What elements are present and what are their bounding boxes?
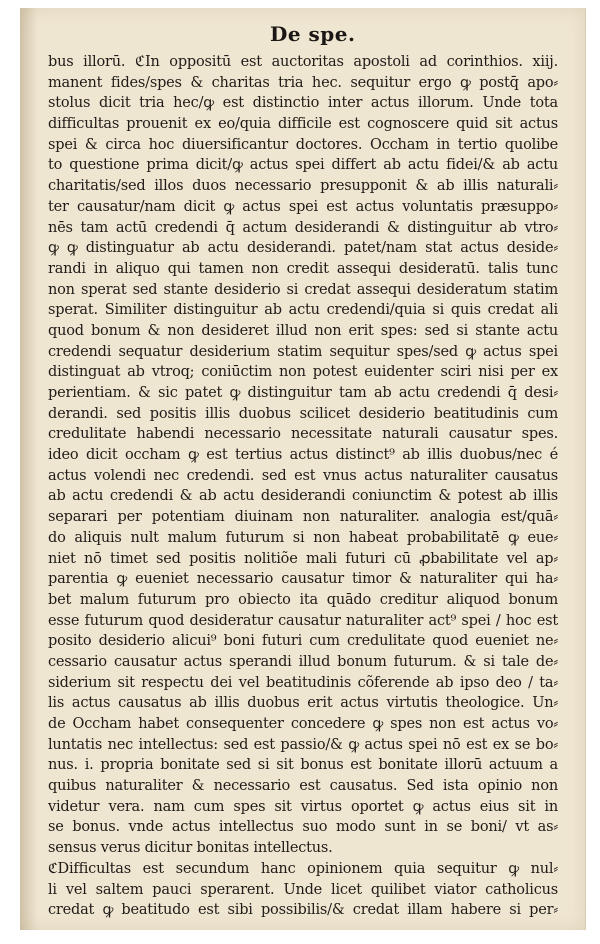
text-line: cessario causatur actus sperandi illud bonum futurum. & si tale de⸗ xyxy=(48,653,558,670)
text-line: non sperat sed stante desiderio si credat assequi desideratum statim xyxy=(48,281,558,298)
text-line: manent fides/spes & charitas tria hec. sequitur ergo ꝙ postq̄ apo⸗ xyxy=(48,74,558,91)
text-block xyxy=(48,52,558,921)
text-line: sensus verus dicitur bonitas intellectus. xyxy=(48,840,333,857)
text-line: esse futurum quod desideratur causatur naturaliter act⁹ spei / hoc est xyxy=(48,612,558,629)
text-line: charitatis/sed illos duos necessario presupponit & ab illis naturali⸗ xyxy=(48,178,558,195)
text-line: stolus dicit tria hec/ꝙ est distinctio inter actus illorum. Unde tota xyxy=(48,95,558,112)
text-line: credat ꝙ beatitudo est sibi possibilis/& credat illam habere si per⸗ xyxy=(48,902,558,919)
text-line: distinguat ab vtroq; coniūctim non potest euidenter sciri nisi per ex xyxy=(48,364,558,381)
text-line: ideo dicit occham ꝙ est tertius actus distinct⁹ ab illis duobus/nec é xyxy=(48,447,558,464)
text-line: se bonus. vnde actus intellectus suo modo sunt in se boni/ vt as⸗ xyxy=(48,819,558,836)
text-line: bet malum futurum pro obiecto ita quādo creditur aliquod bonum xyxy=(48,591,558,608)
text-line: spei & circa hoc diuersificantur doctores. Occham in tertio quolibe xyxy=(48,136,558,153)
text-line: separari per potentiam diuinam non naturaliter. analogia est/quā⸗ xyxy=(48,509,558,526)
text-line: quod bonum & non desideret illud non erit spes: sed si stante actu xyxy=(48,322,558,339)
text-line: nus. i. propria bonitate sed si sit bonus est bonitate illorū actuum a xyxy=(48,757,558,774)
gutter-shadow xyxy=(20,8,38,930)
text-line: ab actu credendi & ab actu desiderandi coniunctim & potest ab illis xyxy=(48,488,558,505)
text-line: videtur vera. nam cum spes sit virtus oportet ꝙ actus eius sit in xyxy=(48,798,558,815)
text-line: niet nō timet sed positis nolitiõe mali futuri cū ꝓbabilitate vel ap⸗ xyxy=(48,550,558,567)
text-line: lis actus causatus ab illis duobus erit actus virtutis theologice. Un⸗ xyxy=(48,695,558,712)
text-line: derandi. sed positis illis duobus scilicet desiderio beatitudinis cum xyxy=(48,405,558,422)
text-line: posito desiderio alicui⁹ boni futuri cum credulitate quod eueniet ne⸗ xyxy=(48,633,558,650)
text-line: de Occham habet consequenter concedere ꝙ spes non est actus vo⸗ xyxy=(48,716,558,732)
text-line: perientiam. & sic patet ꝙ distinguitur tam ab actu credendi q̄ desi⸗ xyxy=(48,385,558,401)
text-line: credendi sequatur desiderium statim sequitur spes/sed ꝙ actus spei xyxy=(48,343,558,360)
text-line: siderium sit respectu dei vel beatitudinis cõferende ab ipso deo / ta⸗ xyxy=(48,674,558,691)
text-line: parentia ꝙ eueniet necessario causatur timor & naturaliter qui ha⸗ xyxy=(48,571,558,588)
running-head: De spe. xyxy=(270,22,356,46)
text-line: randi in aliquo qui tamen non credit assequi desideratū. talis tunc xyxy=(48,260,558,277)
text-line: quibus naturaliter & necessario est causatus. Sed ista opinio non xyxy=(48,778,558,795)
text-line: luntatis nec intellectus: sed est passio/& ꝙ actus spei nō est ex se bo⸗ xyxy=(48,736,558,753)
text-line: do aliquis nult malum futurum si non habeat probabilitatē ꝙ eue⸗ xyxy=(48,529,558,546)
text-line: credulitate habendi necessario necessitate naturali causatur spes. xyxy=(48,426,558,443)
text-line: li vel saltem pauci sperarent. Unde licet quilibet viator catholicus xyxy=(48,881,558,898)
text-line: ter causatur/nam dicit ꝙ actus spei est actus voluntatis præsuppo⸗ xyxy=(48,198,558,215)
text-line: ꝙ ꝙ distinguatur ab actu desiderandi. patet/nam stat actus deside⸗ xyxy=(48,240,558,257)
text-line: nēs tam actū credendi q̄ actum desiderandi & distinguitur ab vtro⸗ xyxy=(48,219,558,236)
text-line: sperat. Similiter distinguitur ab actu credendi/quia si quis credat ali xyxy=(48,302,558,319)
text-line: ℭDifficultas est secundum hanc opinionem quia sequitur ꝙ nul⸗ xyxy=(48,860,558,877)
text-line: actus volendi nec credendi. sed est vnus actus naturaliter causatus xyxy=(48,467,558,484)
text-line: difficultas prouenit ex eo/quia difficile est cognoscere quid sit actus xyxy=(48,116,558,133)
text-line: to questione prima dicit/ꝙ actus spei differt ab actu fidei/& ab actu xyxy=(48,157,558,174)
text-line: bus illorū. ℭIn oppositū est auctoritas apostoli ad corinthios. xiij. xyxy=(48,54,558,70)
